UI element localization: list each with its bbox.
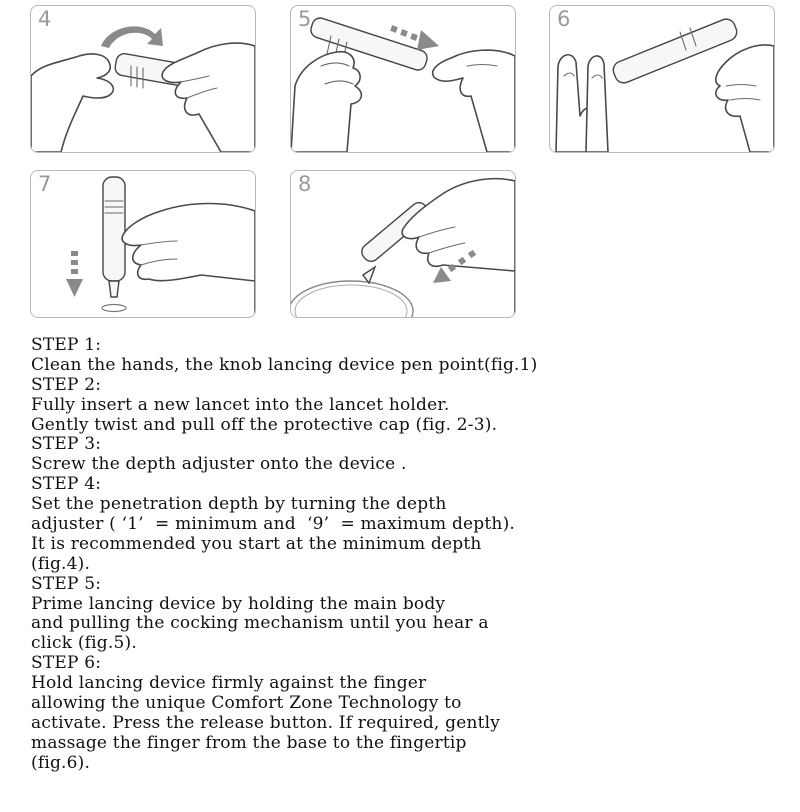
figure-number: 8 [298,172,312,196]
instruction-line: Hold lancing device firmly against the finger [31,673,427,694]
figure-number: 5 [298,7,312,31]
figure-8-dispose-lancet [290,170,516,318]
vertical-device-illustration [31,171,255,317]
instruction-line: (fig.6). [31,752,91,773]
figure-number: 4 [38,7,52,31]
instruction-line: activate. Press the release button. If required, gently [31,712,501,733]
figure-6-press-against-finger [549,5,775,153]
instruction-line: massage the finger from the base to the fingertip [31,732,467,753]
instruction-line: Set the penetration depth by turning the depth [31,494,447,515]
instruction-line: click (fig.5). [31,633,137,654]
instruction-line: allowing the unique Comfort Zone Technology to [31,693,462,714]
instruction-line: Fully insert a new lancet into the lancet holder. [31,394,450,415]
down-arrow-icon [66,251,83,297]
instruction-line: adjuster ( ‘1’ = minimum and ‘9’ = maximum depth). [31,514,516,535]
step-heading: STEP 4: [31,474,102,495]
instruction-line: It is recommended you start at the minimum depth [31,533,482,554]
instruction-text [31,336,791,774]
lancing-device [103,177,125,281]
container-rim [291,281,413,317]
holding-hand [122,204,255,318]
instruction-line: Gently twist and pull off the protective cap (fig. 2-3). [31,414,498,435]
left-hand [31,54,113,152]
figure-number: 7 [38,172,52,196]
step-heading: STEP 5: [31,573,102,594]
cocking-illustration [291,6,515,152]
finger-illustration [550,6,774,152]
step-heading: STEP 2: [31,374,102,395]
figure-7-release-button [30,170,256,318]
left-hand [291,52,361,152]
figure-5-pull-cocking-mechanism [290,5,516,153]
step-heading: STEP 3: [31,434,102,455]
instruction-line: and pulling the cocking mechanism until you hear a [31,613,489,634]
curved-arrow-icon [101,26,163,48]
right-hand [162,43,255,152]
step-heading: STEP 6: [31,653,102,674]
instruction-line: Clean the hands, the knob lancing device pen point(fig.1) [31,354,538,375]
instruction-line: Screw the depth adjuster onto the device . [31,454,407,475]
twist-illustration [31,6,255,152]
instruction-line: (fig.4). [31,553,91,574]
step-heading: STEP 1: [31,335,102,355]
figure-4-twist-depth-adjuster [30,5,256,153]
figure-number: 6 [557,7,571,31]
holding-hand [402,179,515,317]
instruction-line: Prime lancing device by holding the main body [31,593,446,614]
dispose-illustration [291,171,515,317]
